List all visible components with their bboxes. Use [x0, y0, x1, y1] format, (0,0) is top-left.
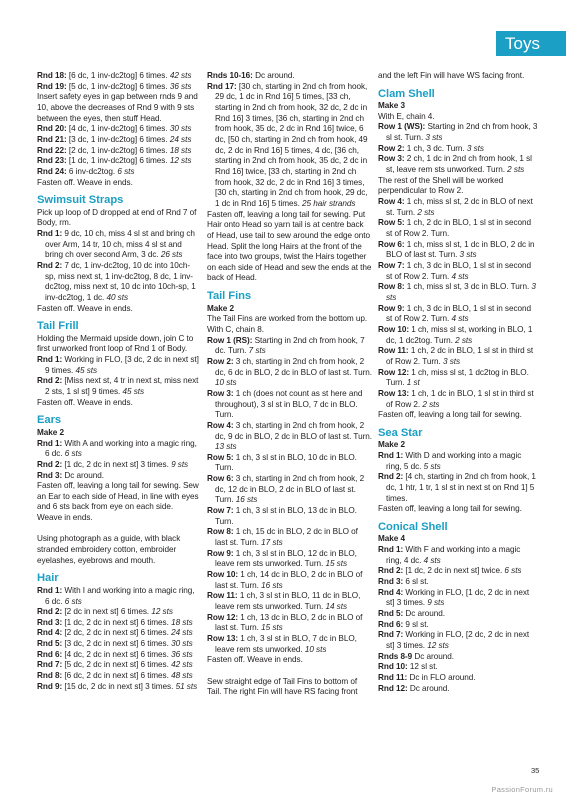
stitch-count: 17 sts — [261, 538, 283, 548]
instruction-row — [207, 71, 372, 82]
row-label: Row 8: — [207, 527, 234, 537]
instruction-row — [37, 460, 200, 471]
paragraph: Insert safety eyes in gap between rnds 9 and 10, above the decreases of Rnd 9 with 9 sts between the eyes, then stuff Head. — [37, 92, 198, 123]
instruction-row — [37, 586, 200, 607]
row-label: Row 5: — [378, 218, 405, 228]
row-label: Row 6: — [207, 474, 234, 484]
row-label: Rnd 4: — [37, 628, 63, 638]
row-text: 1 ch, 2 dc in BLO, 1 sl st in second st of Row 2. Turn. — [386, 218, 532, 239]
stitch-count: 42 sts — [171, 660, 193, 670]
row-label: Row 10: — [378, 324, 410, 334]
row-text: [1 dc, 2 dc in next st] 3 times. — [62, 459, 172, 469]
instruction-row — [378, 620, 538, 631]
instruction-row — [207, 453, 372, 474]
stitch-count: 26 sts — [160, 250, 183, 260]
stitch-count: 18 sts — [171, 617, 193, 627]
stitch-count: 2 sts — [417, 207, 435, 217]
row-text: 1 ch (does not count as st here and throughout), 3 sl st in BLO, 7 dc in BLO. Turn. — [215, 388, 363, 420]
instruction-row — [37, 146, 200, 157]
instruction-row — [207, 570, 372, 591]
row-text: Working in FLO, [2 dc, 2 dc in next st] 3 times. — [386, 630, 530, 650]
instruction-row — [378, 240, 538, 261]
row-text: 1 ch, miss sl st, 2 dc in BLO of next st. Turn. — [386, 197, 533, 217]
row-label: Row 1 (RS): — [207, 335, 253, 345]
row-label: Rnds 10-16: — [207, 71, 253, 80]
stitch-count: 15 sts — [261, 623, 283, 633]
instruction-row — [37, 167, 200, 178]
row-text: [Miss next st, 4 tr in next st, miss next 2 sts, 1 sl st] 9 times. — [45, 376, 199, 397]
instruction-row — [37, 82, 200, 93]
instruction-row — [207, 474, 372, 506]
stitch-count: 3 sts — [386, 282, 536, 302]
paragraph: Fasten off. Weave in ends. — [37, 397, 133, 407]
row-label: Rnd 21: — [37, 134, 67, 144]
row-text: [1 dc, 1 inv-dc2tog] 6 times. — [66, 156, 170, 166]
row-label: Row 11: — [207, 591, 238, 601]
section-heading: Tail Fins — [207, 290, 252, 303]
stitch-count: 1 st — [406, 378, 420, 388]
row-label: Row 4: — [378, 197, 405, 207]
row-label: Rnd 1: — [37, 229, 63, 239]
stitch-count: 36 sts — [171, 649, 193, 659]
row-text: 9 sl st. — [403, 619, 429, 629]
paragraph: Fasten off. Weave in ends. — [37, 177, 133, 187]
row-label: Rnd 6: — [378, 619, 404, 629]
row-text: [1 dc, 2 dc in next st] 6 times. — [62, 617, 172, 627]
row-text: [6 dc, 2 dc in next st] 6 times. — [62, 671, 172, 681]
instruction-row — [378, 609, 538, 620]
stitch-count: 15 sts — [325, 559, 347, 569]
instruction-row — [378, 389, 538, 410]
instruction-row — [378, 218, 538, 239]
row-label: Rnd 3: — [37, 470, 63, 480]
paragraph: Sew straight edge of Tail Fins to bottom of Tail. The right Fin will have RS facing front — [207, 676, 358, 697]
instruction-row — [207, 527, 372, 548]
stitch-count: 2 sts — [455, 335, 473, 345]
instruction-row — [378, 122, 538, 143]
row-label: Rnd 2: — [378, 472, 404, 482]
row-text: 6 inv-dc2tog. — [66, 166, 118, 176]
instruction-row — [378, 662, 538, 673]
row-label: Row 1 (WS): — [378, 122, 426, 132]
instruction-row — [378, 304, 538, 325]
paragraph: Fasten off, leaving a long tail for sewing. — [378, 410, 522, 420]
instruction-row — [378, 346, 538, 367]
stitch-count: 45 sts — [122, 387, 145, 397]
stitch-count: 30 sts — [171, 639, 193, 649]
row-text: 1 ch, miss sl st, working in BLO, 1 dc, 1 dc2tog. Turn. — [386, 324, 533, 345]
instruction-row — [378, 588, 538, 609]
stitch-count: 5 sts — [423, 461, 441, 471]
stitch-count: 24 sts — [171, 628, 193, 638]
row-label: Row 12: — [207, 612, 239, 622]
row-label: Rnd 5: — [378, 609, 404, 619]
stitch-count: 9 sts — [427, 598, 445, 608]
instruction-row — [37, 124, 200, 135]
section-heading: Hair — [37, 572, 59, 585]
row-label: Row 7: — [378, 261, 405, 270]
row-text: 12 sl st. — [407, 662, 438, 672]
make-count: Make 2 — [378, 440, 406, 450]
section-heading: Clam Shell — [378, 87, 435, 100]
row-label: Rnd 1: — [37, 438, 63, 448]
instruction-row — [378, 368, 538, 389]
row-text: 1 ch, 15 dc in BLO, 2 dc in BLO of last st. Turn. — [215, 527, 358, 548]
instruction-row — [207, 421, 372, 453]
paragraph: Fasten off. Weave in ends. — [207, 655, 303, 665]
row-text: Working in FLO, [3 dc, 2 dc in next st] 9 times. — [45, 355, 199, 375]
column-3 — [378, 71, 538, 694]
section-heading: Ears — [37, 414, 62, 427]
paragraph: Fasten off, leaving a long tail for sewing. Put Hair onto Head so yarn tail is at centre back of Head, use tail to sew around the edge onto Head. Split the long Hairs at the front of the face into two groups, twist the Hairs together on each side of Head and sew the ends at the back of Head. — [207, 209, 372, 283]
paragraph: With E, chain 4. — [378, 111, 435, 121]
row-label: Rnd 22: — [37, 145, 67, 155]
column-2 — [207, 71, 372, 698]
stitch-count: 3 sts — [459, 250, 477, 260]
stitch-count: 3 sts — [443, 356, 461, 366]
stitch-count: 3 sts — [466, 143, 484, 153]
instruction-row — [378, 652, 538, 663]
row-text: [5 dc, 2 dc in next st] 6 times. — [62, 660, 172, 670]
row-text: 1 ch, 3 sl st in BLO, 11 dc in BLO, leave rem sts unworked. Turn. — [215, 591, 361, 611]
instruction-row — [378, 566, 538, 577]
stitch-count: 51 sts — [175, 681, 198, 691]
stitch-count: 24 sts — [169, 134, 192, 144]
section-heading: Swimsuit Straps — [37, 194, 124, 207]
row-text: [4 ch, starting in 2nd ch from hook, 1 dc, 1 htr, 1 tr, 1 sl st in next st on Rnd 1] 5 times. — [386, 472, 536, 503]
row-label: Rnd 2: — [378, 566, 404, 576]
row-label: Rnd 7: — [378, 630, 404, 640]
stitch-count: 2 sts — [422, 399, 440, 409]
paragraph: Fasten off, leaving a long tail for sewing. Sew an Ear to each side of Head, in line with eyes and 6 sts back from eye on each side. Weave in ends. — [37, 481, 199, 523]
row-label: Rnd 19: — [37, 81, 67, 91]
row-text: [30 ch, starting in 2nd ch from hook, 29 dc, 1 dc in Rnd 16] 5 times, [33 ch, starting in 2nd ch from hook, 32 dc, 2 dc in Rnd 16] 3 times, [36 ch, starting in 2nd ch from hook, 35 dc, 2 dc in Rnd 16] twice, 6 dc, [50 ch, starting in 2nd ch from hook, 49 dc, 2 dc in Rnd 16] 5 times, 4 dc, [36 ch, starting in 2nd ch from hook, 35 dc, 2 dc in Rnd 16] twice, [33 ch, starting in 2nd ch from hook, 32 dc, 2 dc in Rnd 16] 3 times, [30 ch, starting in 2nd ch from hook, 29 dc, 1 dc in Rnd 16] 5 times. — [215, 81, 368, 208]
row-text: Working in FLO, [1 dc, 2 dc in next st] 3 times. — [386, 587, 530, 608]
section-heading: Tail Frill — [37, 320, 79, 333]
make-count: Make 3 — [378, 101, 406, 111]
instruction-row — [207, 506, 372, 527]
instruction-row — [37, 355, 200, 376]
stitch-count: 10 sts — [304, 644, 327, 654]
row-text: Dc around. — [252, 71, 295, 80]
row-text: 1 ch, 3 dc in BLO, 1 sl st in second st of Row 2. Turn. — [386, 261, 532, 281]
instruction-row — [378, 261, 538, 282]
instruction-row — [37, 135, 200, 146]
site-credit: PassionForum.ru — [491, 785, 553, 794]
row-label: Rnd 11: — [378, 672, 408, 682]
make-count: Make 2 — [37, 427, 65, 437]
stitch-count: 48 sts — [171, 671, 193, 681]
row-label: Row 3: — [378, 154, 405, 164]
row-label: Row 2: — [207, 356, 234, 366]
paragraph: Fasten off, leaving a long tail for sewing. — [378, 504, 522, 514]
stitch-count: 6 sts — [64, 596, 82, 606]
row-text: [2 dc in next st] 6 times. — [62, 607, 152, 617]
row-label: Rnd 2: — [37, 261, 63, 270]
row-text: [3 dc, 2 dc in next st] 6 times. — [62, 639, 172, 649]
stitch-count: 6 sts — [64, 449, 82, 459]
row-label: Row 7: — [207, 506, 234, 516]
instruction-row — [207, 336, 372, 357]
row-text: 1 ch, 3 dc. Turn. — [404, 143, 467, 153]
make-count: Make 4 — [378, 534, 406, 544]
instruction-row — [37, 376, 200, 397]
row-label: Rnd 4: — [378, 587, 404, 597]
row-label: Row 3: — [207, 388, 234, 398]
row-text: 1 ch, 14 dc in BLO, 2 dc in BLO of last st. Turn. — [215, 570, 363, 590]
stitch-count: 7 sts — [248, 346, 266, 356]
row-text: 9 dc, 10 ch, miss 4 sl st and bring ch over Arm, 14 tr, 10 ch, miss 4 sl st and bring ch over second Arm, 3 dc. — [45, 229, 195, 260]
instruction-row — [37, 618, 200, 629]
row-text: Dc around. — [412, 651, 454, 661]
stitch-count: 18 sts — [169, 145, 192, 155]
row-label: Row 2: — [378, 143, 405, 153]
row-text: 2 ch, 1 dc in 2nd ch from hook, 1 sl st, leave rem sts unworked. Turn. — [386, 154, 532, 175]
row-label: Rnd 12: — [378, 683, 408, 693]
row-label: Row 6: — [378, 239, 405, 249]
row-text: 6 sl st. — [403, 577, 429, 587]
paragraph: The Tail Fins are worked from the bottom up. With C, chain 8. — [207, 314, 368, 334]
instruction-row — [37, 71, 200, 82]
row-text: 1 ch, 3 sl st in BLO, 7 dc in BLO, leave rem sts unworked. — [215, 633, 357, 654]
paragraph: The rest of the Shell will be worked perpendicular to Row 2. — [378, 175, 504, 196]
row-label: Rnds 8-9 — [378, 651, 413, 661]
stitch-count: 12 sts — [169, 156, 192, 166]
paragraph: Pick up loop of D dropped at end of Rnd 7 of Body, rm. — [37, 207, 197, 228]
row-label: Rnd 24: — [37, 166, 67, 176]
row-label: Row 13: — [378, 388, 410, 398]
stitch-count: 4 sts — [451, 271, 469, 281]
row-label: Rnd 1: — [37, 585, 63, 595]
row-label: Rnd 3: — [378, 577, 404, 587]
stitch-count: 3 sts — [425, 133, 443, 143]
row-label: Row 9: — [207, 548, 234, 558]
column-1 — [37, 71, 200, 692]
section-heading: Sea Star — [378, 426, 423, 439]
paragraph: Fasten off. Weave in ends. — [37, 303, 133, 313]
row-text: 1 ch, 3 sl st in BLO, 10 dc in BLO. Turn. — [215, 452, 357, 473]
row-label: Rnd 2: — [37, 459, 63, 469]
row-text: 1 ch, miss sl st, 3 dc in BLO. Turn. — [404, 282, 532, 292]
instruction-row — [207, 613, 372, 634]
row-label: Rnd 6: — [37, 649, 63, 659]
paragraph: and the left Fin will have WS facing front. — [378, 71, 525, 80]
row-label: Row 12: — [378, 367, 410, 377]
stitch-count: 42 sts — [169, 71, 192, 80]
stitch-count: 4 sts — [423, 555, 441, 565]
row-text: [4 dc, 2 dc in next st] 6 times. — [62, 649, 172, 659]
row-text: With F and working into a magic ring, 4 dc. — [386, 545, 521, 565]
stitch-count: 13 sts — [215, 442, 237, 452]
row-text: [2 dc, 1 inv-dc2tog] 6 times. — [66, 145, 170, 155]
instruction-row — [207, 549, 372, 570]
instruction-row — [378, 154, 538, 175]
row-label: Rnd 17: — [207, 81, 237, 91]
section-tab: Toys — [496, 31, 566, 56]
instruction-row — [207, 634, 372, 655]
row-text: Dc around. — [407, 683, 450, 693]
row-label: Row 5: — [207, 452, 234, 462]
stitch-count: 36 sts — [169, 81, 192, 91]
row-label: Rnd 7: — [37, 660, 63, 670]
row-text: Starting in 2nd ch from hook, 7 dc. Turn. — [215, 335, 365, 356]
row-label: Rnd 9: — [37, 681, 63, 691]
row-label: Rnd 1: — [378, 545, 404, 555]
instruction-row — [37, 671, 200, 682]
row-label: Row 8: — [378, 282, 405, 292]
instruction-row — [378, 325, 538, 346]
stitch-count: 30 sts — [169, 124, 192, 134]
row-label: Rnd 1: — [378, 451, 404, 460]
instruction-row — [37, 439, 200, 460]
instruction-row — [37, 261, 200, 304]
stitch-count: 16 sts — [261, 580, 283, 590]
row-text: 3 ch, starting in 2nd ch from hook, 2 dc, 9 dc in BLO, 2 dc in BLO of last st. Turn. — [215, 420, 372, 441]
row-text: With A and working into a magic ring, 6 dc. — [45, 438, 197, 459]
instruction-row — [378, 673, 538, 684]
stitch-count: 12 sts — [151, 607, 173, 617]
instruction-row — [207, 82, 372, 210]
instruction-row — [378, 577, 538, 588]
row-text: 1 ch, 2 dc in BLO, 1 sl st in third st of Row 2. Turn. — [386, 346, 534, 366]
row-label: Row 11: — [378, 346, 409, 356]
row-label: Rnd 1: — [37, 355, 63, 365]
row-text: [4 dc, 1 inv-dc2tog] 6 times. — [66, 124, 170, 134]
row-label: Rnd 10: — [378, 662, 408, 672]
instruction-row — [37, 628, 200, 639]
row-label: Row 10: — [207, 570, 239, 580]
row-text: [5 dc, 1 inv-dc2tog] 6 times. — [66, 81, 170, 91]
instruction-row — [378, 451, 538, 472]
stitch-count: 25 hair strands — [302, 198, 356, 208]
row-label: Rnd 23: — [37, 156, 67, 166]
stitch-count: 6 sts — [504, 566, 522, 576]
row-label: Rnd 8: — [37, 671, 63, 681]
stitch-count: 14 sts — [325, 602, 347, 611]
page-number: 35 — [531, 766, 540, 775]
row-text: 3 ch, starting in 2nd ch from hook, 2 dc, 12 dc in BLO, 2 dc in BLO of last st. Turn. — [215, 474, 365, 505]
row-text: With D and working into a magic ring, 5 dc. — [386, 451, 522, 471]
row-text: [15 dc, 2 dc in next st] 3 times. — [62, 681, 176, 691]
row-text: 3 ch, starting in 2nd ch from hook, 2 dc, 6 dc in BLO, 2 dc in BLO of last st. Turn. — [215, 356, 372, 377]
row-text: 1 ch, miss sl st, 1 dc in BLO, 2 dc in BLO of last st. Turn. — [386, 239, 535, 260]
instruction-row — [37, 229, 200, 261]
row-text: [2 dc, 2 dc in next st] 6 times. — [62, 628, 172, 638]
row-text: With I and working into a magic ring, 6 dc. — [45, 585, 195, 606]
row-text: 1 ch, 3 dc in BLO, 1 sl st in second st of Row 2. Turn. — [386, 303, 532, 324]
stitch-count: 45 sts — [75, 365, 98, 375]
instruction-row — [37, 607, 200, 618]
row-text: [1 dc, 2 dc in next st] twice. — [403, 566, 505, 576]
instruction-row — [378, 197, 538, 218]
row-text: 1 ch, 3 sl st in BLO, 13 dc in BLO. Turn. — [215, 506, 357, 526]
instruction-row — [378, 144, 538, 155]
instruction-row — [37, 682, 200, 693]
instruction-row — [378, 684, 538, 695]
row-label: Rnd 2: — [37, 376, 63, 386]
instruction-row — [207, 389, 372, 421]
row-label: Row 4: — [207, 420, 234, 430]
row-text: 1 ch, miss sl st, 1 dc2tog in BLO. Turn. — [386, 367, 529, 388]
row-text: Starting in 2nd ch from hook, 3 sl st. Turn. — [386, 122, 538, 143]
row-text: 1 ch, 13 dc in BLO, 2 dc in BLO of last st. Turn. — [215, 612, 363, 633]
stitch-count: 2 sts — [507, 165, 525, 175]
instruction-row — [378, 630, 538, 651]
row-label: Row 13: — [207, 633, 239, 643]
stitch-count: 40 sts — [106, 292, 128, 302]
instruction-row — [37, 639, 200, 650]
row-label: Rnd 20: — [37, 124, 67, 134]
row-label: Rnd 5: — [37, 639, 63, 649]
paragraph: Holding the Mermaid upside down, join C to first unworked front loop of Rnd 1 of Body. — [37, 333, 194, 354]
instruction-row — [37, 650, 200, 661]
row-label: Row 9: — [378, 303, 405, 313]
instruction-row — [207, 357, 372, 389]
row-label: Rnd 3: — [37, 617, 63, 627]
stitch-count: 4 sts — [451, 314, 469, 324]
instruction-row — [378, 282, 538, 303]
row-label: Rnd 2: — [37, 607, 63, 617]
row-label: Rnd 18: — [37, 71, 67, 80]
instruction-row — [378, 472, 538, 504]
instruction-row — [37, 660, 200, 671]
row-text: Dc in FLO around. — [407, 672, 476, 682]
row-text: 1 ch, 3 sl st in BLO, 12 dc in BLO, leave rem sts unworked. Turn. — [215, 548, 357, 569]
row-text: 7 dc, 1 inv-dc2tog, 10 dc into 10ch-sp, miss next st, 1 inv-dc2tog, 8 dc, 1 inv-dc2tog, miss next st, 10 dc into 10ch-sp, 1 inv-dc2tog, 1 dc. — [45, 261, 196, 302]
stitch-count: 6 sts — [117, 166, 135, 176]
row-text: [3 dc, 1 inv-dc2tog] 6 times. — [66, 134, 170, 144]
instruction-row — [207, 591, 372, 612]
row-text: 1 ch, 1 dc in BLO, 1 sl st in third st of Row 2. — [386, 388, 534, 409]
stitch-count: 9 sts — [171, 459, 189, 469]
row-text: Dc around. — [62, 470, 104, 480]
paragraph: Using photograph as a guide, with black stranded embroidery cotton, embroider eyelashes, eyebrows and mouth. — [37, 534, 181, 565]
section-heading: Conical Shell — [378, 520, 448, 533]
stitch-count: 16 sts — [235, 495, 258, 505]
row-text: Dc around. — [403, 609, 445, 619]
stitch-count: 10 sts — [215, 378, 237, 388]
instruction-row — [37, 471, 200, 482]
stitch-count: 12 sts — [427, 641, 449, 650]
make-count: Make 2 — [207, 303, 235, 313]
row-text: [6 dc, 1 inv-dc2tog] 6 times. — [66, 71, 170, 80]
instruction-row — [378, 545, 538, 566]
instruction-row — [37, 156, 200, 167]
